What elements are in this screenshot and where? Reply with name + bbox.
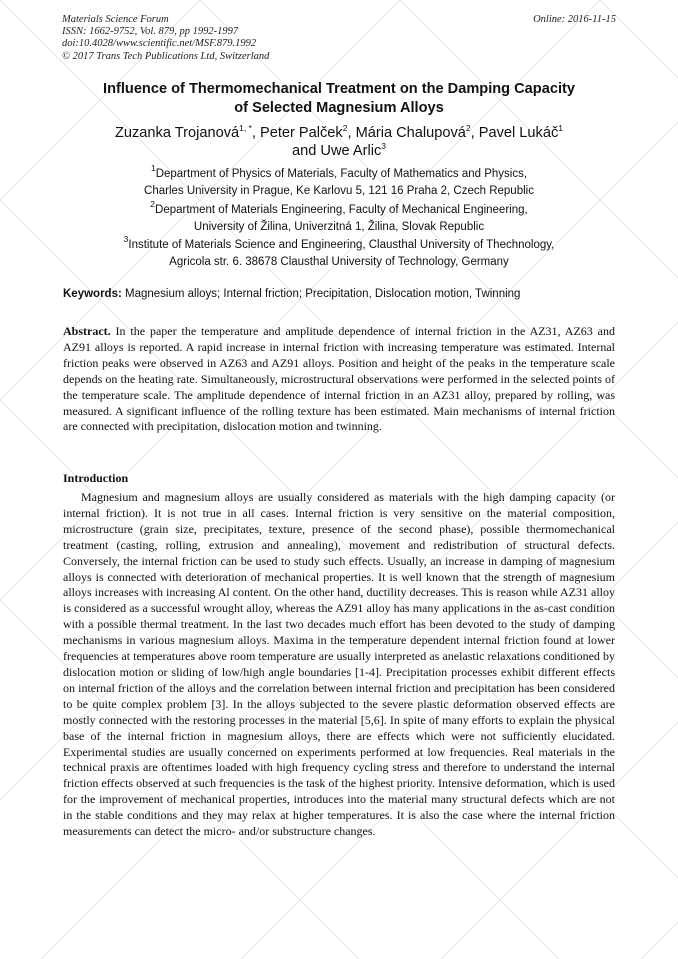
journal-name: Materials Science Forum [62,14,169,25]
keywords [63,288,623,300]
author-sup: 2 [465,123,471,133]
journal-header [62,14,616,63]
keywords-label: Keywords: [63,288,122,300]
affiliation-3: $^3$Institute of Materials Science and Engineering, Clausthal University of Thechnology, Agricola str. 6. 38678 Clausthal University of Technology, Germany [123,234,555,268]
affiliation-1: $^1$Department of Physics of Materials, Faculty of Mathematics and Physics, Charles University in Prague, Ke Karlovu 5, 121 16 Praha 2, Czech Republic [144,163,534,197]
author-list: Zuzanka Trojanová$^{1, *}$, Peter Palček$^2$, Mária Chalupová$^2$, Pavel Lukáč$^1$ and Uwe Arlic$^3$ [114,123,563,159]
title-line-1: Influence of Thermomechanical Treatment on the Damping Capacity [103,81,575,97]
author-sup: 2 [342,123,348,133]
paper-title [40,80,638,117]
author-name: Mária Chalupová [355,125,466,141]
title-line-2: of Selected Magnesium Alloys [234,99,444,116]
author-name: Uwe Arlic [320,143,382,159]
affiliation-2: $^2$Department of Materials Engineering, Faculty of Mechanical Engineering, University of Žilina, Univerzitná 1, Žilina, Slovak Republic [150,199,528,233]
author-name: Peter Palček [259,125,343,141]
author-name: Pavel Lukáč [478,125,559,141]
abstract-text: In the paper the temperature and amplitude dependence of internal friction in the AZ31, AZ63 and AZ91 alloys is reported. A rapid increase in internal friction with increasing temperature was estimated. Internal friction peaks were observed in AZ63 and AZ91 alloys. Position and height of the peaks in the temperature scale depends on the heating rate. Simultaneously, microstructural observations were performed in the selected points of the temperature scale. The amplitude dependence of internal friction in an AZ31 alloy, prepared by rolling, was measured. A significant influence of the rolling texture has been estimated. Main mechanisms of internal friction are connected with precipitation, dislocation motion and twinning. [63,324,615,434]
issn-line: ISSN: 1662-9752, Vol. 879, pp 1992-1997 [62,26,239,38]
doi-line: doi:10.4028/www.scientific.net/MSF.879.1992 [62,38,257,50]
abstract-label: Abstract. [63,324,111,338]
copyright-line: © 2017 Trans Tech Publications Ltd, Switzerland [62,50,270,62]
abstract [63,324,615,435]
keywords-text: Magnesium alloys; Internal friction; Precipitation, Dislocation motion, Twinning [121,288,521,300]
author-sup: 3 [381,141,386,151]
author-sup: 1 [558,123,563,133]
author-sup: 1, * [239,123,252,133]
introduction-paragraph: Magnesium and magnesium alloys are usually considered as materials with the high damping capacity (or internal friction). It is not true in all cases. Internal friction is very sensitive on the material composition, microstructure (grain size, precipitates, texture, presence of the second phase), possible thermomechanical treatment (casting, rolling, extrusion and annealing), movement and redistribution of structural defects. Conversely, the internal friction can be used to study such effects. Usually, an increase in damping of magnesium alloys is connected with deterioration of mechanical properties. It is well known that the strength of magnesium alloys increases with increasing Al content. On the other hand, ductility decreases. This is reason while AZ31 alloy is considered as a successful wrought alloy, whereas the AZ91 alloy has many applications in the as-cast condition with a possible thermal treatment. In the last two decades much effort has been devoted to the study of damping mechanisms in various magnesium alloys. Maxima in the temperature dependent internal friction found at lower frequencies at temperatures above room temperature are usually interpreted as anelastic relaxations conditioned by dislocation motion or sliding of low/high angle boundaries [1-4]. Precipitation processes exhibit different effects on internal friction of the alloys and the correlation between internal friction and precipitation has been considered to be quite complex problem [3]. In the alloys subjected to the severe plastic deformation observed effects are mostly connected with the restoring processes in the material [5,6]. In spite of many efforts to explain the physical base of the internal friction in magnesium alloys, there are effects which were not sufficiently elucidated. Experimental studies are usually concerned on experiments performed at low frequencies. Real materials in the technical praxis are oftentimes loaded with high frequency cycling stress and therefore to understand the internal friction effects observed at such frequencies is the task of the highest priority. Intensive deformation, which is used for the improvement of mechanical properties, introduces into the material many structural defects which are not in the stable conditions and they may relax at higher temperatures. It is also the case where the internal friction measurements can detect the micro- and/or substructure changes. [63,490,615,839]
online-date: Online: 2016-11-15 [533,14,616,25]
author-name: Zuzanka Trojanová [114,125,240,141]
section-heading: Introduction [63,471,129,485]
